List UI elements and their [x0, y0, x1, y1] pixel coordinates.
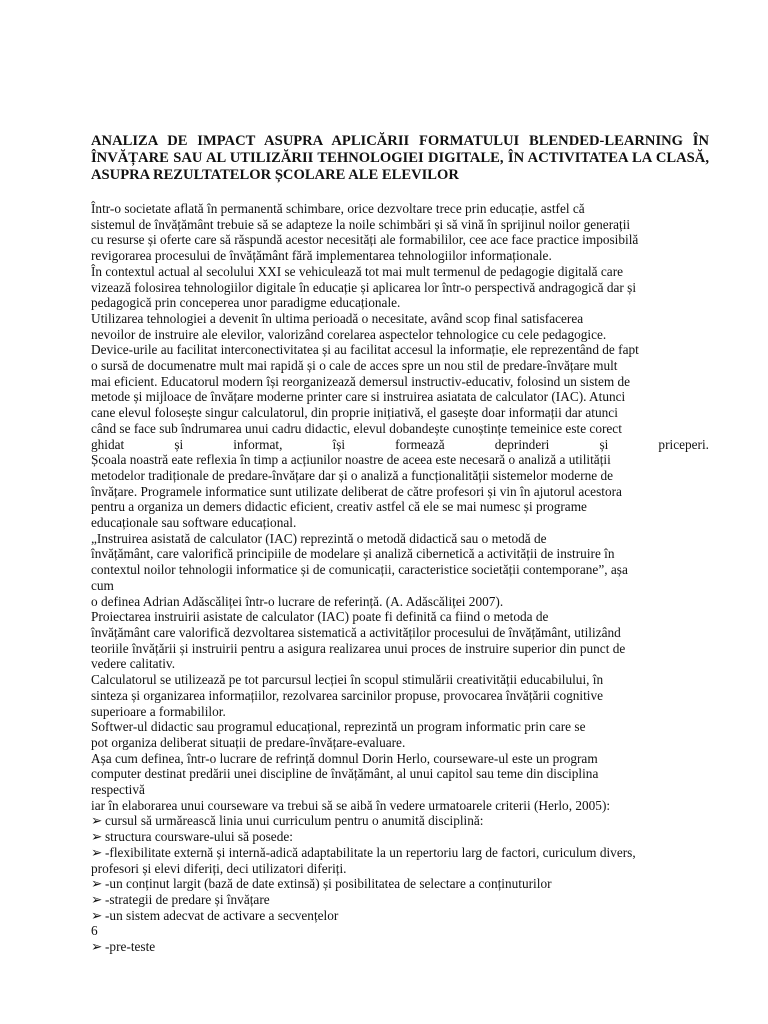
list-item — [91, 939, 709, 955]
paragraph-line: educaționale sau software educațional. — [91, 515, 297, 531]
paragraph-line: mai eficient. Educatorul modern își reorganizează demersul instructiv-educativ, folosind un sistem de — [91, 373, 631, 389]
paragraph-line: cane elevul folosește singur calculatorul, din proprie inițiativă, el gasește doar informații dar atunci — [91, 405, 618, 421]
paragraph-line: pentru a organiza un demers didactic eficient, creativ astfel că ele se mai numesc și programe — [91, 499, 587, 515]
list-item — [91, 876, 709, 892]
paragraph-line: Școala noastră eate reflexia în timp a acțiunilor noastre de aceea este necesară o analiză a utilității — [91, 452, 611, 468]
list-item-text: -flexibilitate externă și internă-adică adaptabilitate la un repertoriu larg de factori, curiculum divers, — [105, 844, 636, 860]
list-item-text: cursul să urmărească linia unui curriculum pentru o anumită disciplină: — [105, 813, 484, 829]
document-title: ANALIZA DE IMPACT ASUPRA APLICĂRII FORMATULUI BLENDED-LEARNING ÎN ÎNVĂȚARE SAU AL UTILIZĂRII TEHNOLOGIEI DIGITALE, ÎN ACTIVITATEA LA CLASĂ, ASUPRA REZULTATELOR ȘCOLARE ALE ELEVILOR — [91, 133, 709, 183]
paragraph-line: nevoilor de instruire ale elevilor, valorizând corelarea aspectelor tehnologice cu cele pedagogice. — [91, 326, 607, 342]
paragraph-line: În contextul actual al secolului XXI se vehiculează tot mai mult termenul de pedagogie digitală care — [91, 263, 624, 279]
paragraph-line: superioare a formabililor. — [91, 703, 226, 719]
page-number: 6 — [91, 923, 98, 939]
paragraph-line: contextul noilor tehnologii informatice și de comunicații, caracteristice societății contemporane”, așa — [91, 562, 628, 578]
paragraph-line: Calculatorul se utilizează pe tot parcursul lecției în scopul stimulării creativității educabilului, în — [91, 672, 604, 688]
paragraph-line: pedagogică prin conceperea unor paradigme educaționale. — [91, 295, 401, 311]
paragraph-line: vedere calitativ. — [91, 656, 176, 672]
list-item-text: -strategii de predare și învățare — [105, 891, 270, 907]
document-body — [91, 201, 709, 955]
arrow-bullet-icon: ➢ — [91, 844, 103, 860]
list-item — [91, 829, 709, 845]
paragraph-line: Utilizarea tehnologiei a devenit în ultima perioadă o necesitate, având scop final satisfacerea — [91, 310, 584, 326]
list-item — [91, 813, 709, 829]
paragraph-line: învățământ, care valorifică principiile de modelare și analiză cibernetică a activității de instruire în — [91, 546, 615, 562]
paragraph-line: metode și mijloace de învățare moderne printer care si instruirea asiatata de calculator (IAC). Atunci — [91, 389, 626, 405]
paragraph-line: Device-urile au facilitat interconectivitatea și au facilitat accesul la informație, ele reprezentând de fapt — [91, 342, 639, 358]
list-item — [91, 908, 709, 924]
list-item-text: -un conținut largit (bază de date extinsă) și posibilitatea de selectare a conținuturilor — [105, 876, 552, 892]
paragraph-line: sinteza și organizarea informațiilor, rezolvarea sarcinilor propuse, provocarea învățării cognitive — [91, 687, 604, 703]
paragraph-line: computer destinat predării unei discipline de învățământ, al unui capitol sau teme din disciplina — [91, 766, 599, 782]
paragraph-line: teoriile învățării și instruirii pentru a asigura realizarea unui proces de instruire superior din punct de — [91, 640, 626, 656]
paragraph-line: Așa cum definea, într-o lucrare de refrință domnul Dorin Herlo, courseware-ul este un program — [91, 750, 598, 766]
paragraph-line: cu resurse și oferte care să răspundă acestor necesități ale formabililor, cee ace face practice imposibilă — [91, 232, 639, 248]
paragraph-line: cum — [91, 577, 114, 593]
list-item-text: -un sistem adecvat de activare a secvențelor — [105, 907, 339, 923]
list-item-text: structura courswarе-ului să posede: — [105, 829, 293, 845]
paragraph-line: Softwer-ul didactic sau programul educațional, reprezintă un program informatic prin care se — [91, 719, 586, 735]
paragraph-line: o definea Adrian Adăscăliței într-o lucrare de referință. (A. Adăscăliței 2007). — [91, 593, 504, 609]
paragraph-line: Într-o societate aflată în permanentă schimbare, orice dezvoltare trece prin educație, astfel că — [91, 201, 585, 216]
list-item-continuation: profesori și elevi diferiți, deci utilizatori diferiți. — [91, 860, 347, 876]
paragraph-line: respectivă — [91, 782, 145, 798]
paragraph-line: metodelor tradiționale de predare-învățare dar și o analiză a funcționalității sistemelor moderne de — [91, 467, 614, 483]
paragraph-line: revigorarea procesului de învățământ fără implementarea tehnologiilor informaționale. — [91, 248, 552, 264]
paragraph-line: învățământ care valorifică dezvoltarea sistematică a activităților procesului de învățământ, utilizând — [91, 624, 621, 640]
arrow-bullet-icon: ➢ — [91, 939, 103, 955]
paragraph-line: vizează folosirea tehnologiilor digitale în educație și aplicarea lor într-o perspectivă andragogică dar și — [91, 279, 637, 295]
arrow-bullet-icon: ➢ — [91, 876, 103, 892]
list-item — [91, 845, 709, 861]
paragraph-line: sistemul de învățământ trebuie să se adapteze la noile schimbări și să vină în sprijinul noilor generații — [91, 216, 631, 232]
paragraph-line: pot organiza deliberat situații de predare-învățare-evaluare. — [91, 734, 406, 750]
paragraph-line: când se face sub îndrumarea unui cadru didactic, elevul dobandește cunoștințe temeinice este corect — [91, 420, 622, 436]
arrow-bullet-icon: ➢ — [91, 813, 103, 829]
list-item-text: -pre-teste — [105, 939, 156, 955]
arrow-bullet-icon: ➢ — [91, 829, 103, 845]
paragraph-line: o sursă de documenatre mult mai rapidă și o cale de acces spre un nou stil de predare-învățare mult — [91, 358, 618, 374]
paragraph-line: ghidat și informat, își formează deprinderi și priceperi. — [91, 436, 709, 452]
paragraph-line: Proiectarea instruirii asistate de calculator (IAC) poate fi definită ca fiind o metoda de — [91, 609, 549, 625]
list-item — [91, 892, 709, 908]
arrow-bullet-icon: ➢ — [91, 907, 103, 923]
paragraph-line: iar în elaborarea unui courseware va trebui să se aibă în vedere urmatoarele criterii (Herlo, 2005): — [91, 797, 611, 813]
paragraph-line: „Instruirea asistată de calculator (IAC) reprezintă o metodă didactică sau o metodă de — [91, 530, 547, 546]
paragraph-line: învățare. Programele informatice sunt utilizate deliberat de către profesori și vin în ajutorul acestora — [91, 483, 622, 499]
arrow-bullet-icon: ➢ — [91, 891, 103, 907]
